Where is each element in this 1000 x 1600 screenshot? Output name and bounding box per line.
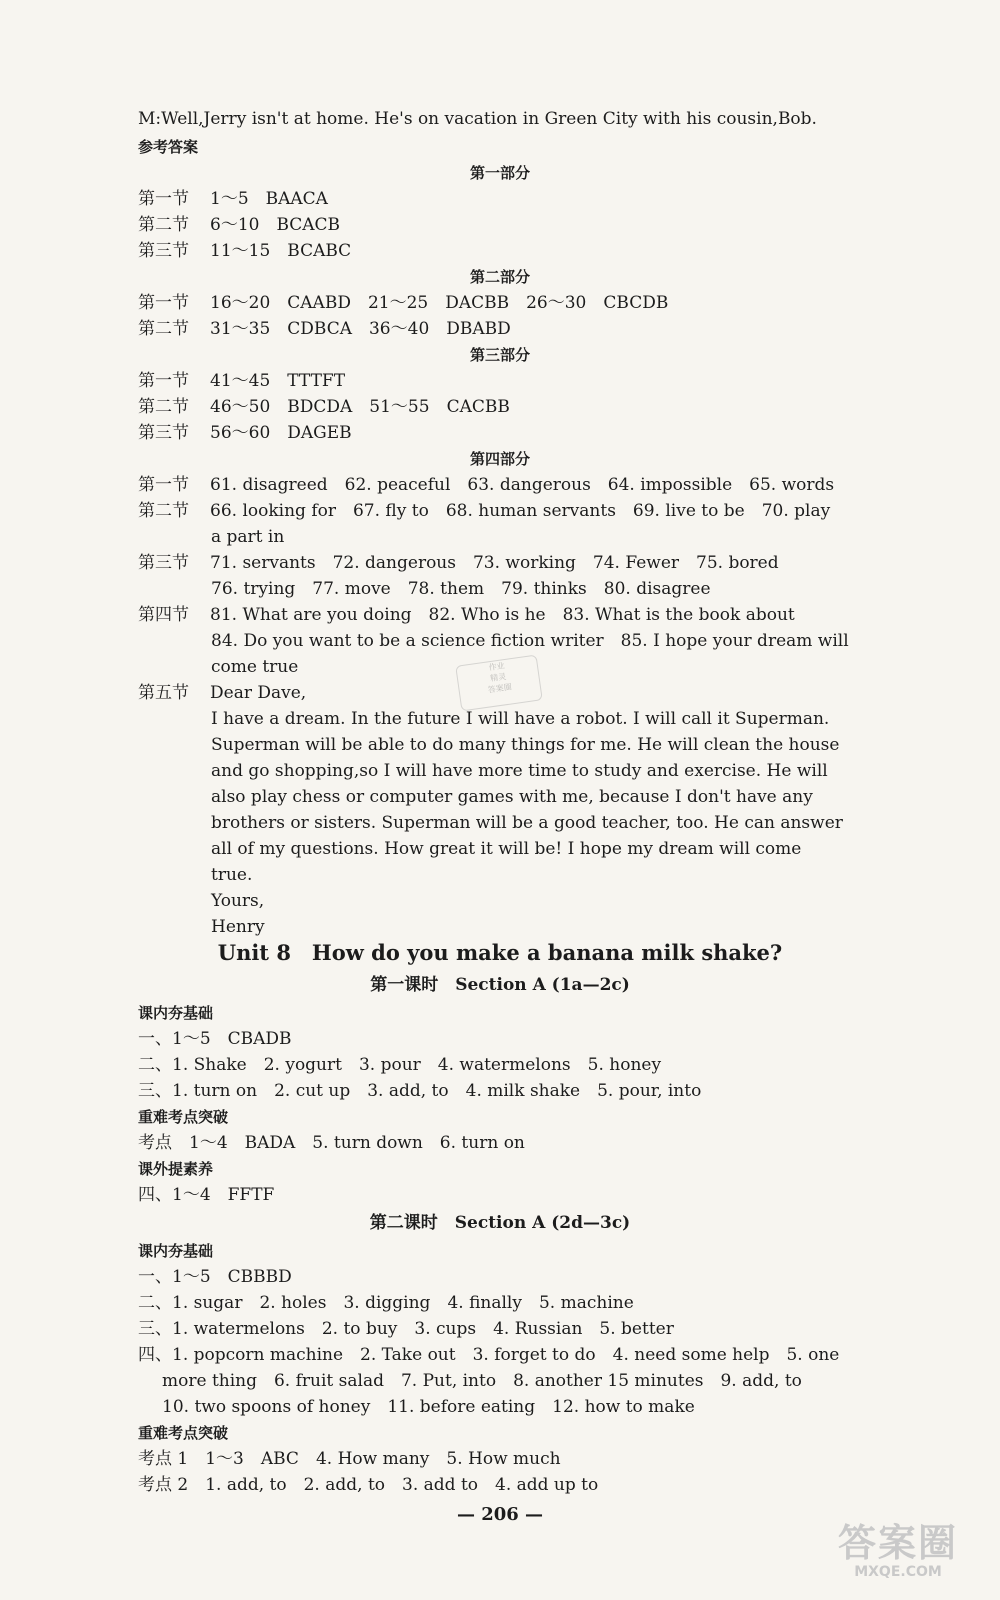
answer-row-cont: more thing 6. fruit salad 7. Put, into 8. another 15 minutes 9. add, to <box>162 1371 802 1391</box>
answer-row: 第一节 1～5 BAACA <box>138 189 328 209</box>
answer-row: 四、1～4 FFTF <box>138 1185 275 1205</box>
letter-line: true. <box>211 865 253 885</box>
answer-row-cont: come true <box>211 657 299 677</box>
answer-row: 第二节 46～50 BDCDA 51～55 CACBB <box>138 397 510 417</box>
answer-row: 第二节 66. looking for 67. fly to 68. human servants 69. live to be 70. play <box>138 501 831 521</box>
answer-row-cont: a part in <box>211 527 285 547</box>
page-number: — 206 — <box>456 1504 544 1525</box>
answer-row: 第五节 Dear Dave, <box>138 683 307 703</box>
letter-line: Superman will be able to do many things for me. He will clean the house <box>211 735 840 755</box>
letter-line: I have a dream. In the future I will have a robot. I will call it Superman. <box>211 709 830 729</box>
unit-title: Unit 8 How do you make a banana milk shake? <box>217 940 783 965</box>
answer-row: 三、1. turn on 2. cut up 3. add, to 4. milk shake 5. pour, into <box>138 1081 702 1101</box>
answer-row: 第一节 16～20 CAABD 21～25 DACBB 26～30 CBCDB <box>138 293 669 313</box>
answer-row: 第一节 61. disagreed 62. peaceful 63. dangerous 64. impossible 65. words <box>138 475 835 495</box>
answer-row: 第三节 56～60 DAGEB <box>138 423 352 443</box>
letter-signature: Henry <box>211 917 265 937</box>
answer-row: 第二节 31～35 CDBCA 36～40 DBABD <box>138 319 511 339</box>
section-heading: 课外提素养 <box>138 1160 214 1178</box>
part2-title: 第二部分 <box>469 268 530 286</box>
answer-row: 考点 1 1～3 ABC 4. How many 5. How much <box>138 1449 561 1469</box>
stamp-logo: 作业 精灵 答案圈 <box>455 655 543 712</box>
section-heading: 重难考点突破 <box>138 1424 229 1442</box>
answer-row: 一、1～5 CBBBD <box>138 1267 292 1287</box>
letter-line: also play chess or computer games with me, because I don't have any <box>211 787 813 807</box>
section-heading: 课内夯基础 <box>138 1004 214 1022</box>
letter-closing: Yours, <box>211 891 265 911</box>
section-heading: 课内夯基础 <box>138 1242 214 1260</box>
answer-row: 考点 2 1. add, to 2. add, to 3. add to 4. add up to <box>138 1475 599 1495</box>
answer-row: 第三节 11～15 BCABC <box>138 241 352 261</box>
part1-title: 第一部分 <box>469 164 530 182</box>
intro-line: M:Well,Jerry isn't at home. He's on vacation in Green City with his cousin,Bob. <box>138 109 817 129</box>
answer-row: 二、1. sugar 2. holes 3. digging 4. finally 5. machine <box>138 1293 634 1313</box>
section-heading: 重难考点突破 <box>138 1108 229 1126</box>
letter-line: all of my questions. How great it will be! I hope my dream will come <box>211 839 802 859</box>
answer-row: 四、1. popcorn machine 2. Take out 3. forget to do 4. need some help 5. one <box>138 1345 840 1365</box>
lesson2-title: 第二课时 Section A (2d—3c) <box>369 1213 631 1233</box>
answer-row: 第四节 81. What are you doing 82. Who is he 83. What is the book about <box>138 605 795 625</box>
watermark-logo: 答案圈 MXQE.COM <box>837 1521 958 1580</box>
answer-row-cont: 84. Do you want to be a science fiction writer 85. I hope your dream will <box>211 631 849 651</box>
answer-row: 考点 1～4 BADA 5. turn down 6. turn on <box>138 1133 525 1153</box>
answer-row: 三、1. watermelons 2. to buy 3. cups 4. Russian 5. better <box>138 1319 674 1339</box>
lesson1-title: 第一课时 Section A (1a—2c) <box>370 975 630 995</box>
answer-row: 二、1. Shake 2. yogurt 3. pour 4. watermelons 5. honey <box>138 1055 662 1075</box>
part3-title: 第三部分 <box>469 346 530 364</box>
answer-row: 第三节 71. servants 72. dangerous 73. working 74. Fewer 75. bored <box>138 553 779 573</box>
part4-title: 第四部分 <box>469 450 530 468</box>
letter-line: and go shopping,so I will have more time to study and exercise. He will <box>211 761 828 781</box>
answer-row-cont: 10. two spoons of honey 11. before eating 12. how to make <box>162 1397 695 1417</box>
answers-heading: 参考答案 <box>138 138 199 156</box>
letter-line: brothers or sisters. Superman will be a good teacher, too. He can answer <box>211 813 843 833</box>
answer-row: 第一节 41～45 TTTFT <box>138 371 346 391</box>
answer-row-cont: 76. trying 77. move 78. them 79. thinks 80. disagree <box>211 579 711 599</box>
answer-row: 一、1～5 CBADB <box>138 1029 292 1049</box>
answer-row: 第二节 6～10 BCACB <box>138 215 341 235</box>
